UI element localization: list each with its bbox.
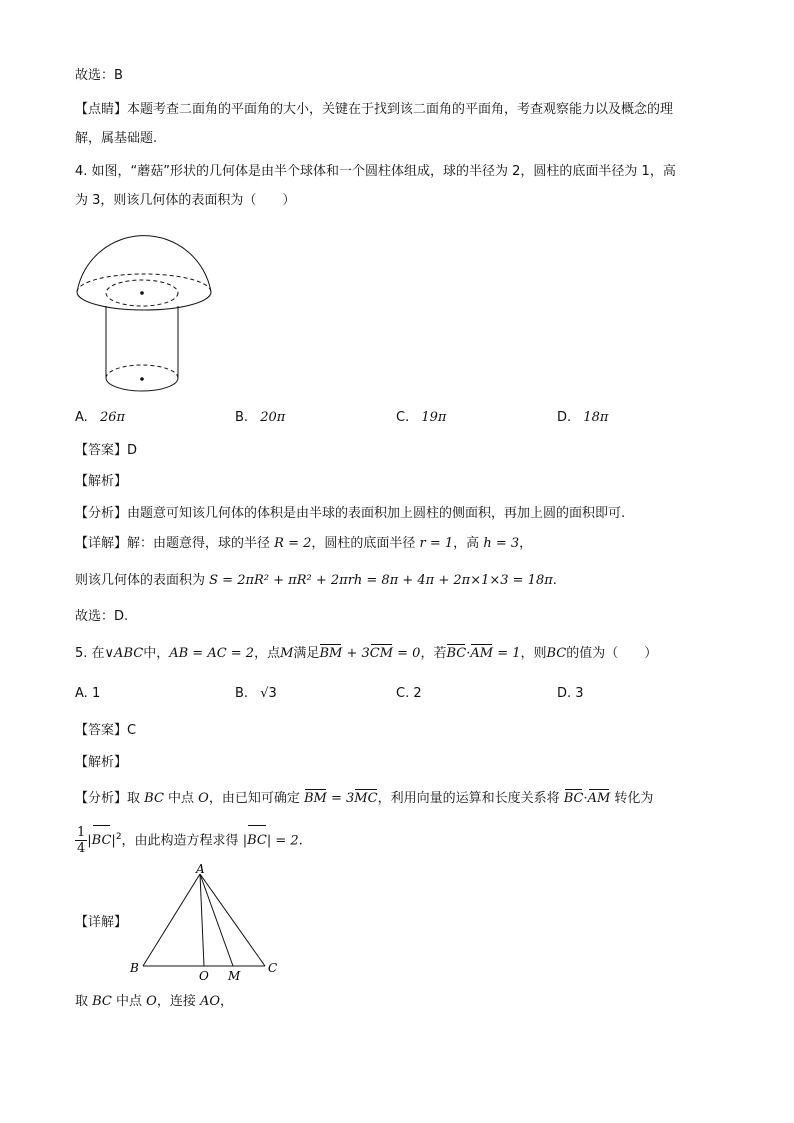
triangle-symbol: ∨ABC	[104, 646, 144, 661]
vector-bc: BC	[446, 646, 467, 661]
comment-text-1: 本题考查二面角的平面角的大小，关键在于找到该二面角的平面角，考查观察能力以及概念的理	[127, 102, 674, 117]
q4-stem-line-2: 为 3，则该几何体的表面积为（ ）	[75, 193, 296, 208]
math-expr: S = 2πR² + πR² + 2πrh = 8π + 4π + 2π×1×3 = 18π	[209, 573, 553, 588]
prev-comment-line-1	[75, 101, 673, 119]
stem-text: ，则	[520, 646, 547, 661]
option-value: 19π	[421, 410, 447, 425]
math-expr: ·	[583, 791, 588, 806]
vector-am: AM	[470, 646, 494, 661]
q5-option-d[interactable]	[557, 686, 584, 701]
q5-analysis-tag: 【解析】	[75, 755, 128, 770]
option-value: 2	[413, 686, 422, 701]
detail-text: ，圆柱的底面半径	[311, 536, 420, 551]
detail-text: ，	[519, 536, 533, 551]
fraction-one-quarter	[75, 825, 87, 856]
math-expr: = 1	[493, 646, 521, 661]
prev-comment-line-2: 解，属基础题.	[75, 131, 158, 146]
option-label: C.	[396, 410, 410, 425]
option-value: 20π	[260, 410, 286, 425]
option-value: 26π	[99, 410, 126, 425]
answer-value: D	[127, 443, 138, 458]
fenxi-text: 转化为	[610, 791, 654, 806]
math-expr: R = 2	[274, 536, 312, 551]
mushroom-figure	[70, 220, 220, 400]
q4-stem-line-1: 4. 如图，“蘑菇”形状的几何体是由半个球体和一个圆柱体组成，球的半径为 2，圆柱的底面半径为 1，高	[75, 164, 676, 179]
label-c: C	[268, 961, 278, 975]
vector-bm: BM	[303, 791, 327, 806]
option-value: 1	[91, 686, 101, 701]
detail-tag: 【详解】	[75, 536, 128, 551]
q5-option-a[interactable]	[75, 686, 100, 701]
option-label: D.	[557, 410, 572, 425]
exponent: 2	[115, 832, 122, 842]
math-expr: r = 1	[419, 536, 454, 551]
stem-text: ，若	[420, 646, 447, 661]
fenxi-text: 中点	[163, 791, 199, 806]
answer-tag: 【答案】	[75, 443, 128, 458]
math-expr: BC	[546, 646, 567, 661]
vector-am: AM	[587, 791, 611, 806]
vector-cm: CM	[369, 646, 394, 661]
q4-detail-line-1	[75, 535, 532, 553]
abs-bar: |	[242, 833, 248, 849]
side-ac	[200, 874, 265, 966]
detail-text: ，	[220, 994, 234, 1009]
q4-option-c[interactable]	[396, 410, 446, 425]
math-expr: AB = AC = 2	[169, 646, 255, 661]
q5-answer	[75, 722, 136, 740]
fenxi-text: 由题意可知该几何体的体积是由半球的表面积加上圆柱的侧面积，再加上圆的面积即可.	[127, 506, 626, 521]
q4-option-b[interactable]	[235, 410, 285, 425]
bottom-center-point	[140, 377, 144, 381]
top-center-point	[140, 291, 144, 295]
vector-mc: MC	[354, 791, 378, 806]
stem-text: 满足	[293, 646, 320, 661]
q5-fenxi-line-2	[75, 822, 303, 856]
stem-text: 的值为（ ）	[566, 646, 658, 661]
q5-detail-tag: 【详解】	[75, 915, 128, 930]
fenxi-text: ，利用向量的运算和长度关系将	[377, 791, 564, 806]
math-expr: = 0	[393, 646, 421, 661]
segment-am	[200, 874, 233, 966]
q5-fenxi-line-1	[75, 790, 653, 808]
answer-value: C	[127, 723, 137, 738]
detail-text: 中点	[111, 994, 147, 1009]
abs-bar: |	[111, 833, 116, 849]
math-expr: = 2.	[271, 833, 303, 849]
q4-option-a[interactable]	[75, 410, 125, 425]
math-expr: AO	[199, 994, 221, 1009]
option-value: 3	[575, 686, 584, 701]
q4-conclusion: 故选：D.	[75, 609, 129, 624]
fenxi-text: 取	[127, 791, 145, 806]
segment-ao	[200, 874, 204, 966]
frac-numerator: 1	[77, 825, 86, 841]
vector-bc: BC	[563, 791, 584, 806]
prev-answer-line: 故选：B	[75, 68, 123, 83]
answer-tag: 【答案】	[75, 723, 128, 738]
option-label: A.	[75, 410, 88, 425]
frac-denominator: 4	[77, 841, 86, 857]
q4-answer	[75, 442, 137, 460]
fenxi-text: ，由已知可确定	[208, 791, 304, 806]
math-expr: O	[198, 791, 209, 806]
option-label: B.	[235, 410, 249, 425]
label-a: A	[196, 862, 205, 876]
option-value: 18π	[583, 410, 609, 425]
option-label: A.	[75, 686, 88, 701]
math-expr: BC	[92, 994, 112, 1009]
hemisphere-dome	[77, 236, 211, 292]
q4-detail-line-2	[75, 572, 557, 590]
fenxi-tag: 【分析】	[75, 791, 128, 806]
label-b: B	[130, 961, 139, 975]
side-ab	[143, 874, 200, 966]
cylinder-bottom-back	[106, 365, 178, 378]
math-expr: = 3	[326, 791, 355, 806]
vector-bm: BM	[319, 646, 343, 661]
q4-option-d[interactable]	[557, 410, 608, 425]
math-expr: O	[146, 994, 157, 1009]
fenxi-tag: 【分析】	[75, 506, 128, 521]
hemisphere-base-front	[77, 292, 211, 310]
vector-bc: BC	[92, 826, 112, 856]
stem-text: 中，	[143, 646, 170, 661]
q5-stem	[75, 645, 657, 663]
detail-text: 取	[75, 994, 93, 1009]
stem-text: ，点	[254, 646, 281, 661]
q4-analysis-tag: 【解析】	[75, 474, 128, 489]
q5-last-line	[75, 993, 233, 1011]
detail-text: ，高	[453, 536, 484, 551]
abs-bar: |	[87, 833, 92, 849]
detail-text: 解：由题意得，球的半径	[127, 536, 275, 551]
math-expr: BC	[144, 791, 164, 806]
option-label: B.	[235, 686, 249, 701]
vector-bc: BC	[247, 826, 267, 856]
stem-text: 5. 在	[75, 646, 105, 661]
comment-tag: 【点睛】	[75, 102, 128, 117]
abs-bar: |	[266, 833, 272, 849]
detail-text: .	[552, 573, 557, 588]
label-m: M	[228, 969, 241, 983]
q5-option-b[interactable]	[235, 686, 277, 701]
math-expr: h = 3	[483, 536, 520, 551]
math-expr: + 3	[342, 646, 370, 661]
option-label: D.	[557, 686, 572, 701]
option-label: C.	[396, 686, 410, 701]
q4-fenxi	[75, 505, 625, 523]
detail-text: ，连接	[156, 994, 200, 1009]
hemisphere-base-back	[77, 274, 211, 292]
label-o: O	[199, 969, 209, 983]
math-expr: ·	[466, 646, 471, 661]
option-value: √3	[260, 686, 277, 701]
triangle-figure	[125, 862, 285, 987]
q5-option-c[interactable]	[396, 686, 422, 701]
detail-text: 则该几何体的表面积为	[75, 573, 210, 588]
fenxi-text: ，由此构造方程求得	[121, 833, 243, 849]
math-expr: M	[280, 646, 294, 661]
